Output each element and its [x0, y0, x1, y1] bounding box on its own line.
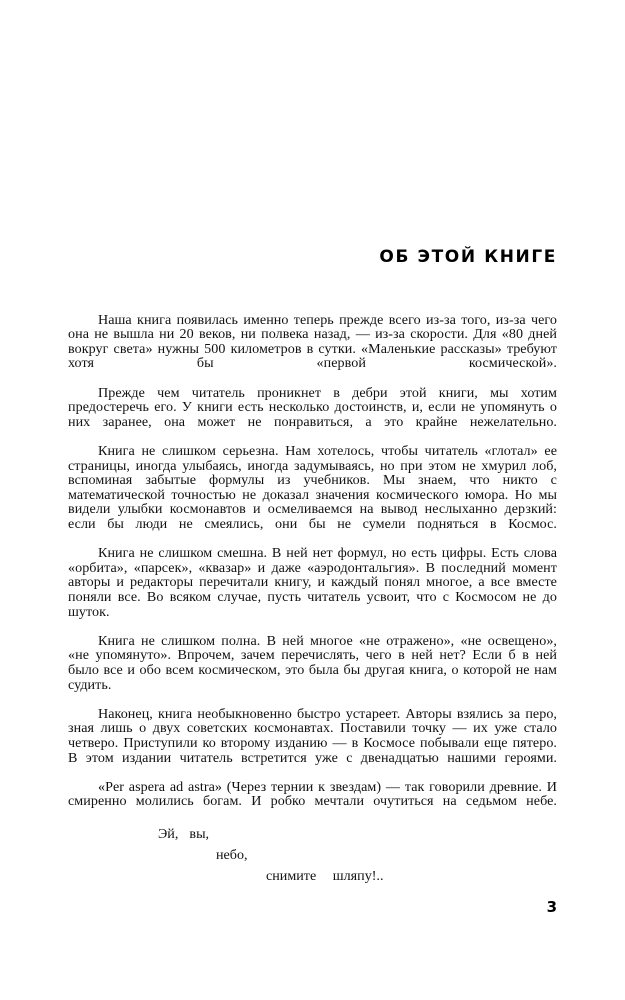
body-paragraph: Книга не слишком серьезна. Нам хотелось, чтобы читатель «глотал» ее страницы, иногда улыбаясь, иногда задумываясь, но при этом не хмурил лоб, вспоминая забытые формулы из учебников. Мы знаем, что никто с математической точностью не доказал значения космического юмора. Но мы видели улыбки космонавтов и осмеливаемся на вывод неслыханно дерзкий: если бы люди не смеялись, они бы не сумели подняться в Космос. [68, 443, 557, 532]
body-paragraph: Наша книга появилась именно теперь прежде всего из-за того, из-за чего она не вышла ни 20 веков, ни полвека назад, — из-за скорости. Для «80 дней вокруг света» нужны 500 километров в сутки. «Маленькие рассказы» требуют хотя бы «первой космической». [68, 311, 557, 372]
verse-line: небо, [216, 847, 248, 864]
verse-quote [68, 824, 557, 887]
body-paragraph: Книга не слишком полна. В ней многое «не отражено», «не освещено», «не упомянуто». Впрочем, зачем перечислять, чего в ней нет? Если б в ней было все и обо всем космическом, это была бы другая книга, о которой не нам судить. [68, 632, 557, 693]
body-paragraph: Наконец, книга необыкновенно быстро устареет. Авторы взялись за перо, зная лишь о двух советских космонавтах. Поставили точку — их уже стало четверо. Приступили ко второму изданию — в Космосе побывали еще пятеро. В этом издании читатель встретится уже с двенадцатью нашими героями. [68, 705, 557, 766]
page-number: 3 [546, 898, 557, 916]
verse-line: снимите шляпу!.. [266, 868, 384, 885]
body-paragraph-latin-epigraph: «Per aspera ad astra» (Через тернии к звездам) — так говорили древние. И смиренно молились богам. И робко мечтали очутиться на седьмом небе. [68, 778, 557, 810]
body-paragraph: Книга не слишком смешна. В ней нет формул, но есть цифры. Есть слова «орбита», «парсек», «квазар» и даже «аэродонтальгия». В последний момент авторы и редакторы перечитали книгу, и каждый понял многое, а все вместе поняли все. Во всяком случае, пусть читатель усвоит, что с Космосом не до шуток. [68, 545, 557, 620]
body-paragraph: Прежде чем читатель проникнет в дебри этой книги, мы хотим предостеречь его. У книги есть несколько достоинств, и, если не упомянуть о них заранее, она может не понравиться, а это крайне нежелательно. [68, 384, 557, 430]
page-text-block [68, 248, 557, 887]
verse-line: Эй, вы, [158, 826, 210, 843]
page-title: ОБ ЭТОЙ КНИГЕ [379, 247, 557, 267]
